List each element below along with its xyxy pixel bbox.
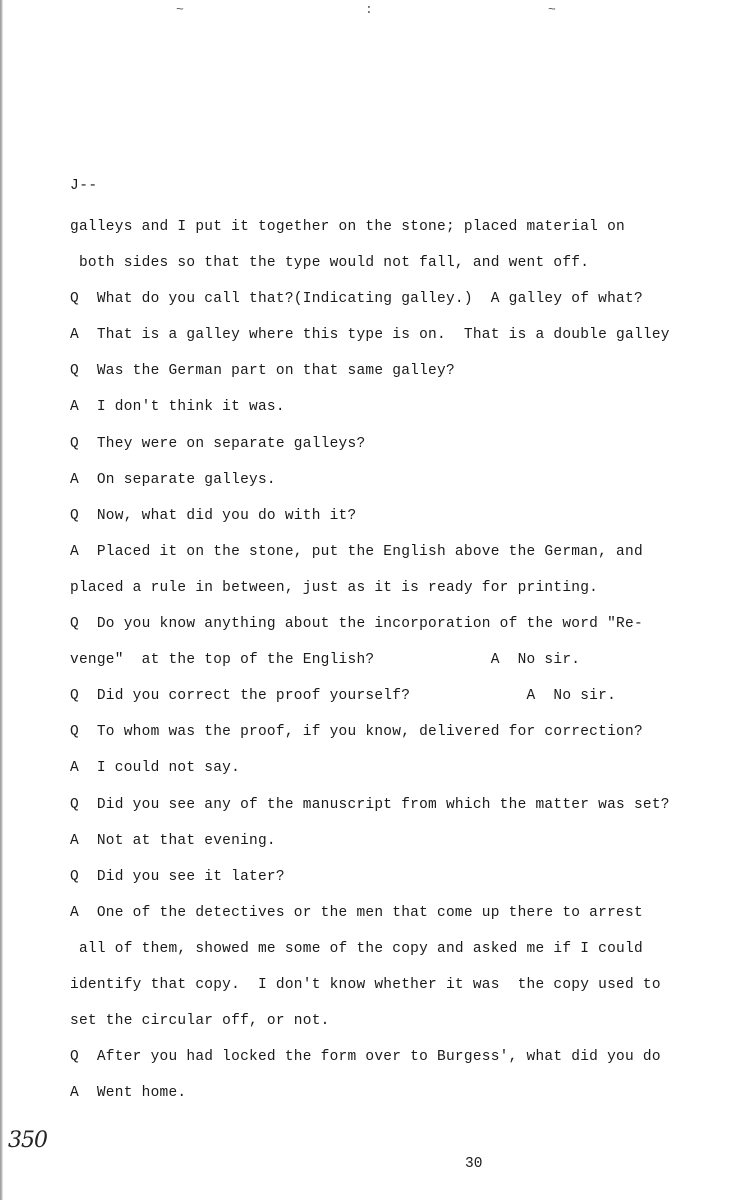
- page-edge: [0, 0, 3, 1200]
- transcript-line: galleys and I put it together on the stone; placed material on: [70, 219, 625, 235]
- transcript-line: A I don't think it was.: [70, 399, 285, 416]
- transcript-line: identify that copy. I don't know whether it was the copy used to: [70, 976, 661, 993]
- top-mark: :: [365, 2, 373, 17]
- transcript-line: Q What do you call that?(Indicating galley.) A galley of what?: [70, 291, 643, 308]
- page-header: J--: [70, 178, 98, 194]
- transcript-line: A That is a galley where this type is on. That is a double galley: [70, 327, 670, 344]
- transcript-line: all of them, showed me some of the copy and asked me if I could: [70, 940, 643, 957]
- transcript-line: A Went home.: [70, 1085, 187, 1102]
- transcript-line: A On separate galleys.: [70, 471, 276, 488]
- transcript-line: Q Now, what did you do with it?: [70, 507, 357, 524]
- top-mark: ~: [176, 2, 184, 17]
- transcript-line: Q Was the German part on that same galley?: [70, 363, 455, 380]
- page-number: 30: [465, 1156, 483, 1172]
- transcript-line: Q They were on separate galleys?: [70, 435, 366, 452]
- transcript-body: [70, 216, 730, 1118]
- transcript-line: Q To whom was the proof, if you know, delivered for correction?: [70, 724, 643, 741]
- transcript-line: A One of the detectives or the men that come up there to arrest: [70, 904, 643, 921]
- transcript-line: A Not at that evening.: [70, 832, 276, 849]
- transcript-line: both sides so that the type would not fall, and went off.: [70, 255, 590, 272]
- handwritten-page-number: 350: [8, 1128, 47, 1153]
- transcript-line: A Placed it on the stone, put the English above the German, and: [70, 543, 643, 560]
- transcript-line: A I could not say.: [70, 760, 241, 777]
- top-mark: ~: [548, 2, 556, 17]
- transcript-line: Q After you had locked the form over to Burgess', what did you do: [70, 1049, 661, 1066]
- transcript-line: placed a rule in between, just as it is ready for printing.: [70, 579, 599, 596]
- transcript-line: Q Did you see it later?: [70, 868, 285, 885]
- transcript-line: Q Do you know anything about the incorporation of the word "Re-: [70, 616, 643, 633]
- transcript-line: venge" at the top of the English? A No sir.: [70, 652, 581, 669]
- transcript-line: Q Did you see any of the manuscript from which the matter was set?: [70, 796, 670, 813]
- transcript-line: set the circular off, or not.: [70, 1013, 330, 1030]
- transcript-line: Q Did you correct the proof yourself? A No sir.: [70, 688, 617, 705]
